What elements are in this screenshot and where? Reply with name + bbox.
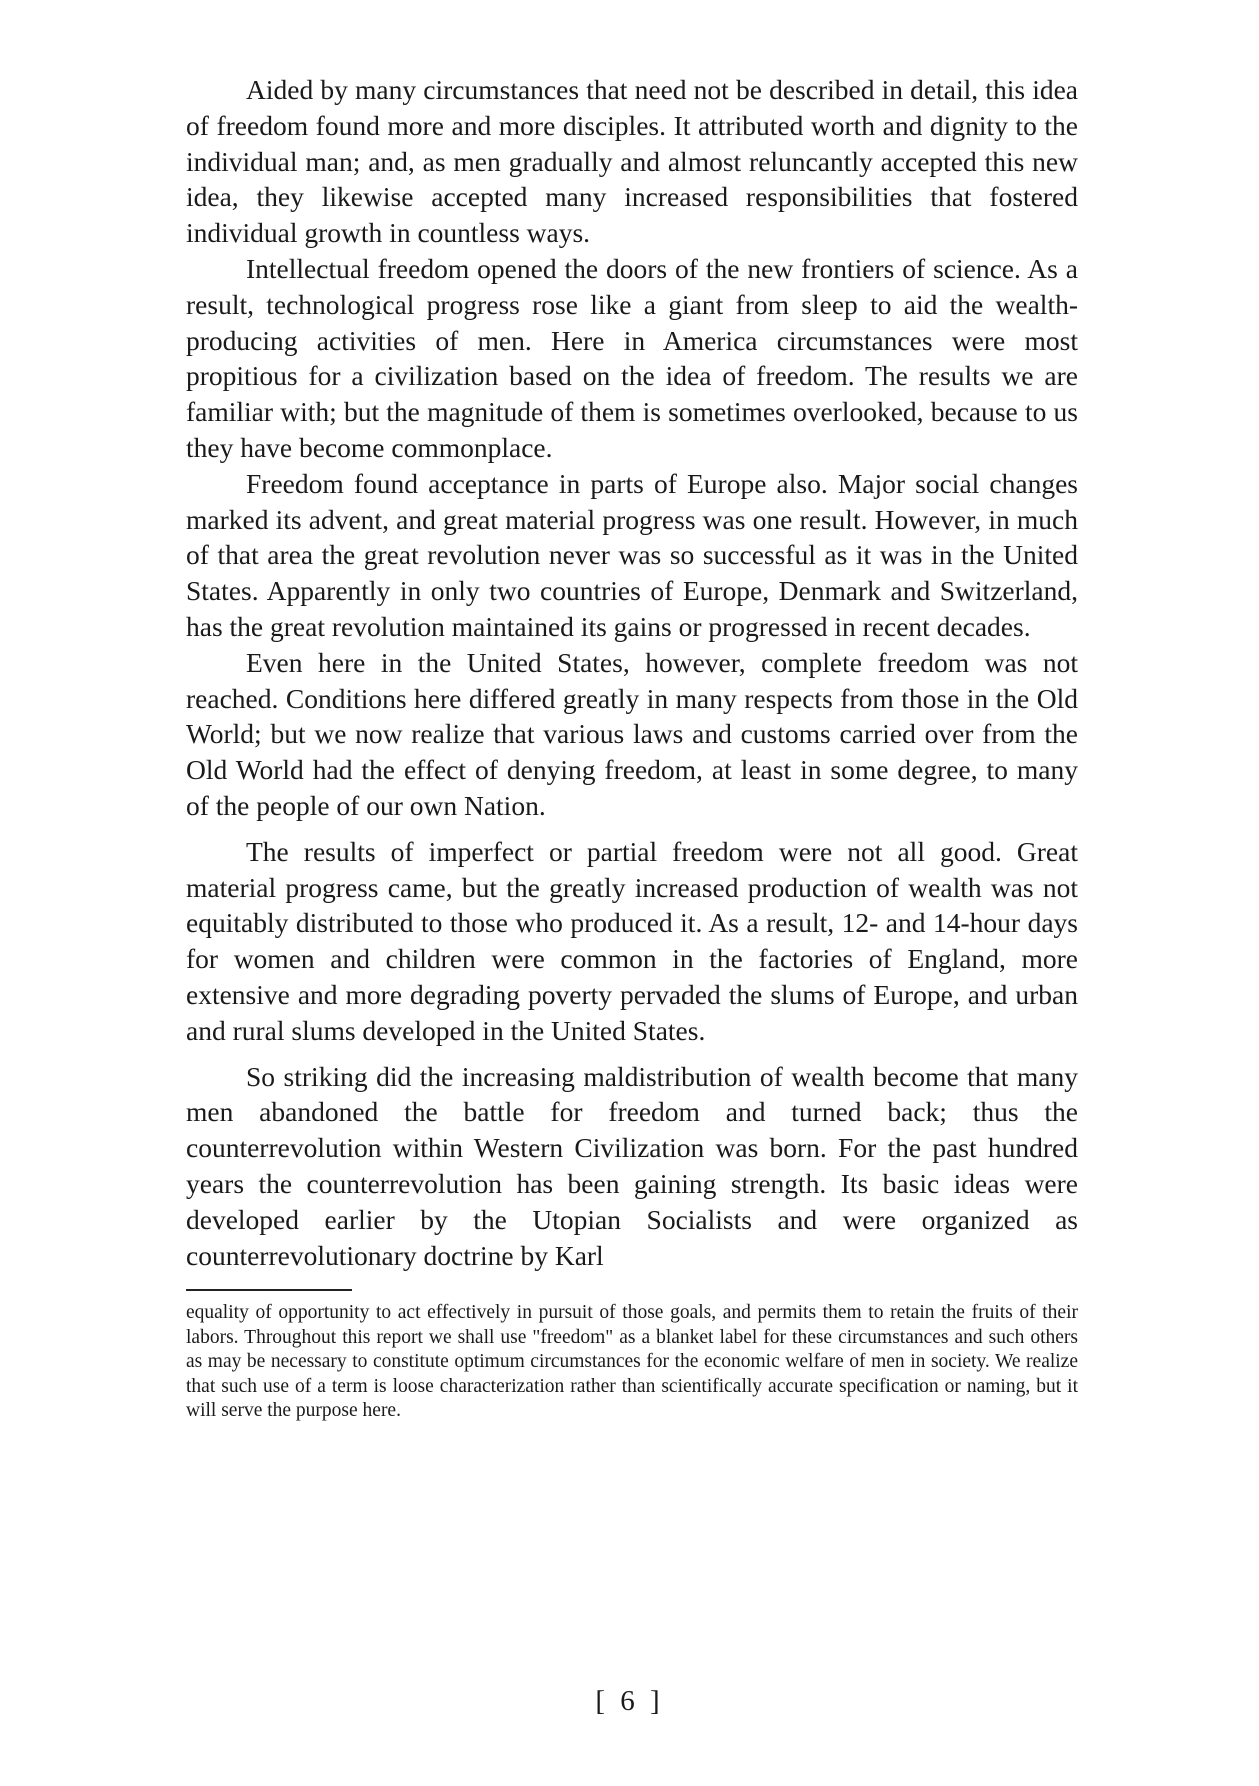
paragraph-3: Freedom found acceptance in parts of Europe also. Major social changes marked its advent, and great material progress was one result. However, in much of that area the great revolution never was so successful as it was in the United States. Apparently in only two countries of Europe, Denmark and Switzerland, has the great revolution maintained its gains or progressed in recent decades. <box>186 467 1078 642</box>
paragraph-1: Aided by many circumstances that need not be described in detail, this idea of freedom found more and more disciples. It attributed worth and dignity to the individual man; and, as men gradually and almost reluncantly accepted this new idea, they likewise accepted many increased responsibilities that fostered individual growth in countless ways. <box>186 74 1078 249</box>
footnote: equality of opportunity to act effectively in pursuit of those goals, and permits them to retain the fruits of their labors. Throughout this report we shall use "freedom" as a blanket label for these circumstances and such others as may be necessary to constitute optimum circumstances for the economic welfare of men in society. We realize that such use of a term is loose characterization rather than scientifically accurate specification or naming, but it will serve the purpose here. <box>186 1302 1078 1422</box>
paragraph-5: The results of imperfect or partial freedom were not all good. Great material progress came, but the greatly increased production of wealth was not equitably distributed to those who produced it. As a result, 12- and 14-hour days for women and children were common in the factories of England, more extensive and more degrading poverty pervaded the slums of Europe, and urban and rural slums developed in the United States. <box>186 835 1078 1046</box>
footnote-divider <box>186 1289 352 1291</box>
page-body <box>186 72 1078 1424</box>
page-number: [ 6 ] <box>595 1685 664 1717</box>
paragraph-2: Intellectual freedom opened the doors of the new frontiers of science. As a result, technological progress rose like a giant from sleep to aid the wealth-producing activities of men. Here in America circumstances were most propitious for a civilization based on the idea of freedom. The results we are familiar with; but the magnitude of them is sometimes overlooked, because to us they have become commonplace. <box>186 252 1078 463</box>
paragraph-4: Even here in the United States, however, complete freedom was not reached. Conditions here differed greatly in many respects from those in the Old World; but we now realize that various laws and customs carried over from the Old World had the effect of denying freedom, at least in some degree, to many of the people of our own Nation. <box>186 646 1078 821</box>
paragraph-6: So striking did the increasing maldistribution of wealth become that many men abandoned the battle for freedom and turned back; thus the counterrevolution within Western Civilization was born. For the past hundred years the counterrevolution has been gaining strength. Its basic ideas were developed earlier by the Utopian Socialists and were organized as counterrevolutionary doctrine by Karl <box>186 1060 1078 1271</box>
